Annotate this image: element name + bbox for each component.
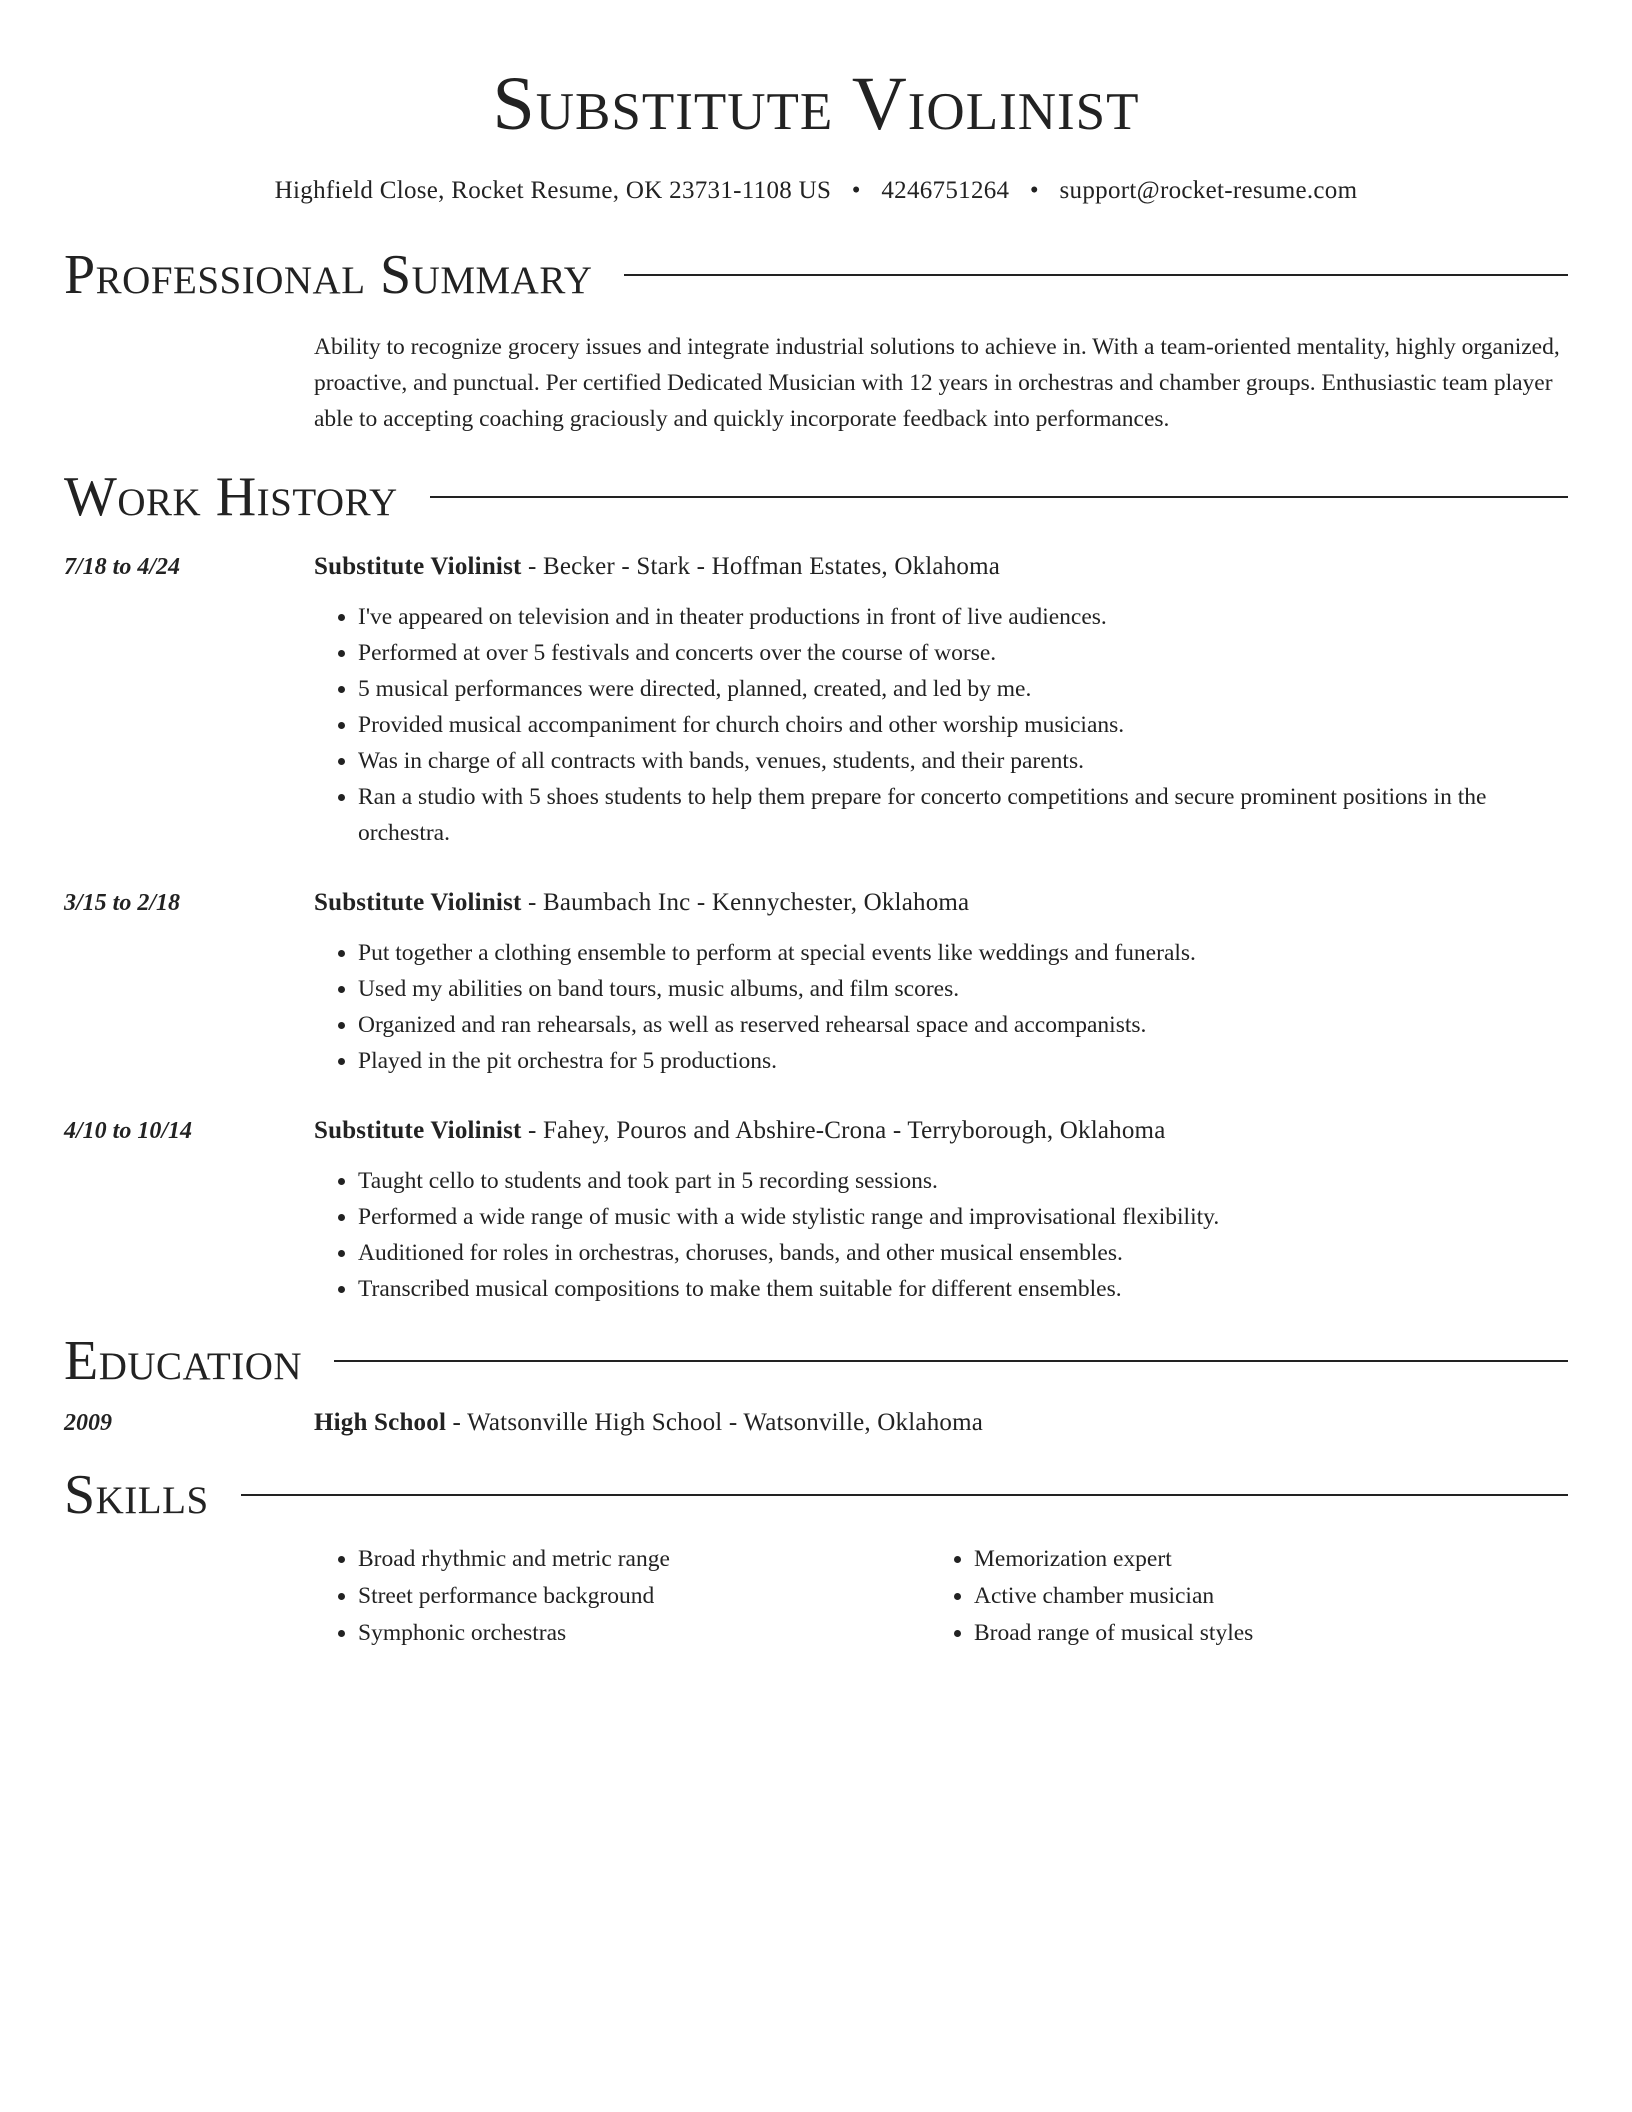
job-bullet: • Performed a wide range of music with a wide stylistic range and improvisational flexibility. bbox=[358, 1199, 1568, 1235]
section-header-work bbox=[64, 466, 1568, 528]
job-body bbox=[314, 549, 1568, 851]
job-bullet: • Was in charge of all contracts with bands, venues, students, and their parents. bbox=[358, 743, 1568, 779]
job-details: - Fahey, Pouros and Abshire-Crona - Terryborough, Oklahoma bbox=[521, 1117, 1166, 1144]
summary-text: Ability to recognize grocery issues and integrate industrial solutions to achieve in. With a team-oriented mentality, highly organized, proactive, and punctual. Per certified Dedicated Musician with 12 years in orchestras and chamber groups. Enthusiastic team player able to accepting coaching graciously and quickly incorporate feedback into performances. bbox=[314, 334, 1560, 432]
skill-item: • Street performance background bbox=[358, 1578, 930, 1615]
section-rule bbox=[241, 1494, 1568, 1496]
contact-separator: • bbox=[1029, 177, 1039, 204]
job-title-line bbox=[314, 885, 1568, 921]
section-title-work: Work History bbox=[64, 466, 398, 528]
section-header-education bbox=[64, 1330, 1568, 1392]
contact-email: support@rocket-resume.com bbox=[1059, 177, 1358, 204]
job-bullet: • Transcribed musical compositions to make them suitable for different ensembles. bbox=[358, 1271, 1568, 1307]
contact-line bbox=[64, 178, 1568, 203]
job-body bbox=[314, 1113, 1568, 1307]
job-bullets bbox=[314, 1163, 1568, 1307]
skills-column-left bbox=[314, 1541, 930, 1652]
education-entry bbox=[64, 1405, 1568, 1441]
section-title-skills: Skills bbox=[64, 1464, 209, 1526]
job-bullet: • Played in the pit orchestra for 5 productions. bbox=[358, 1043, 1568, 1079]
skill-item: • Symphonic orchestras bbox=[358, 1615, 930, 1652]
section-title-education: Education bbox=[64, 1330, 303, 1392]
section-rule bbox=[430, 496, 1568, 498]
education-dates: 2009 bbox=[64, 1410, 112, 1436]
job-bullet: • Provided musical accompaniment for church choirs and other worship musicians. bbox=[358, 707, 1568, 743]
skill-item: • Memorization expert bbox=[974, 1541, 1546, 1578]
education-details: - Watsonville High School - Watsonville, Oklahoma bbox=[446, 1409, 984, 1436]
job-entry bbox=[64, 1113, 1568, 1307]
job-entry bbox=[64, 885, 1568, 1079]
job-bullets bbox=[314, 599, 1568, 851]
contact-address: Highfield Close, Rocket Resume, OK 23731-1108 US bbox=[274, 177, 832, 204]
job-title: Substitute Violinist bbox=[314, 1117, 522, 1144]
education-line bbox=[314, 1405, 1568, 1441]
job-bullet: • Taught cello to students and took part in 5 recording sessions. bbox=[358, 1163, 1568, 1199]
skills-column-right bbox=[930, 1541, 1546, 1652]
job-bullet: • Auditioned for roles in orchestras, choruses, bands, and other musical ensembles. bbox=[358, 1235, 1568, 1271]
job-title-line bbox=[314, 549, 1568, 585]
job-bullet: • Used my abilities on band tours, music albums, and film scores. bbox=[358, 971, 1568, 1007]
contact-separator: • bbox=[851, 177, 861, 204]
skill-item: • Active chamber musician bbox=[974, 1578, 1546, 1615]
section-title-summary: Professional Summary bbox=[64, 244, 593, 306]
job-details: - Baumbach Inc - Kennychester, Oklahoma bbox=[521, 889, 970, 916]
education-degree: High School bbox=[314, 1409, 447, 1436]
job-bullet: • Organized and ran rehearsals, as well as reserved rehearsal space and accompanists. bbox=[358, 1007, 1568, 1043]
job-title: Substitute Violinist bbox=[314, 553, 522, 580]
section-header-summary bbox=[64, 244, 1568, 306]
section-header-skills bbox=[64, 1464, 1568, 1526]
job-dates: 3/15 to 2/18 bbox=[64, 890, 181, 916]
job-details: - Becker - Stark - Hoffman Estates, Oklahoma bbox=[521, 553, 1001, 580]
job-title: Substitute Violinist bbox=[314, 889, 522, 916]
job-body bbox=[314, 885, 1568, 1079]
job-entry bbox=[64, 549, 1568, 851]
resume-name: Substitute Violinist bbox=[492, 62, 1140, 146]
job-bullet: • 5 musical performances were directed, planned, created, and led by me. bbox=[358, 671, 1568, 707]
job-title-line bbox=[314, 1113, 1568, 1149]
section-rule bbox=[334, 1360, 1568, 1362]
skill-item: • Broad range of musical styles bbox=[974, 1615, 1546, 1652]
job-bullets bbox=[314, 935, 1568, 1079]
contact-phone: 4246751264 bbox=[881, 177, 1010, 204]
skill-item: • Broad rhythmic and metric range bbox=[358, 1541, 930, 1578]
job-bullet: • I've appeared on television and in theater productions in front of live audiences. bbox=[358, 599, 1568, 635]
job-bullet: • Ran a studio with 5 shoes students to help them prepare for concerto competitions and secure prominent positions in the orchestra. bbox=[358, 779, 1568, 851]
job-dates: 7/18 to 4/24 bbox=[64, 554, 181, 580]
section-rule bbox=[624, 274, 1568, 276]
job-dates: 4/10 to 10/14 bbox=[64, 1118, 193, 1144]
skills-list bbox=[314, 1541, 1568, 1652]
job-bullet: • Put together a clothing ensemble to perform at special events like weddings and funerals. bbox=[358, 935, 1568, 971]
job-bullet: • Performed at over 5 festivals and concerts over the course of worse. bbox=[358, 635, 1568, 671]
education-body bbox=[314, 1405, 1568, 1441]
